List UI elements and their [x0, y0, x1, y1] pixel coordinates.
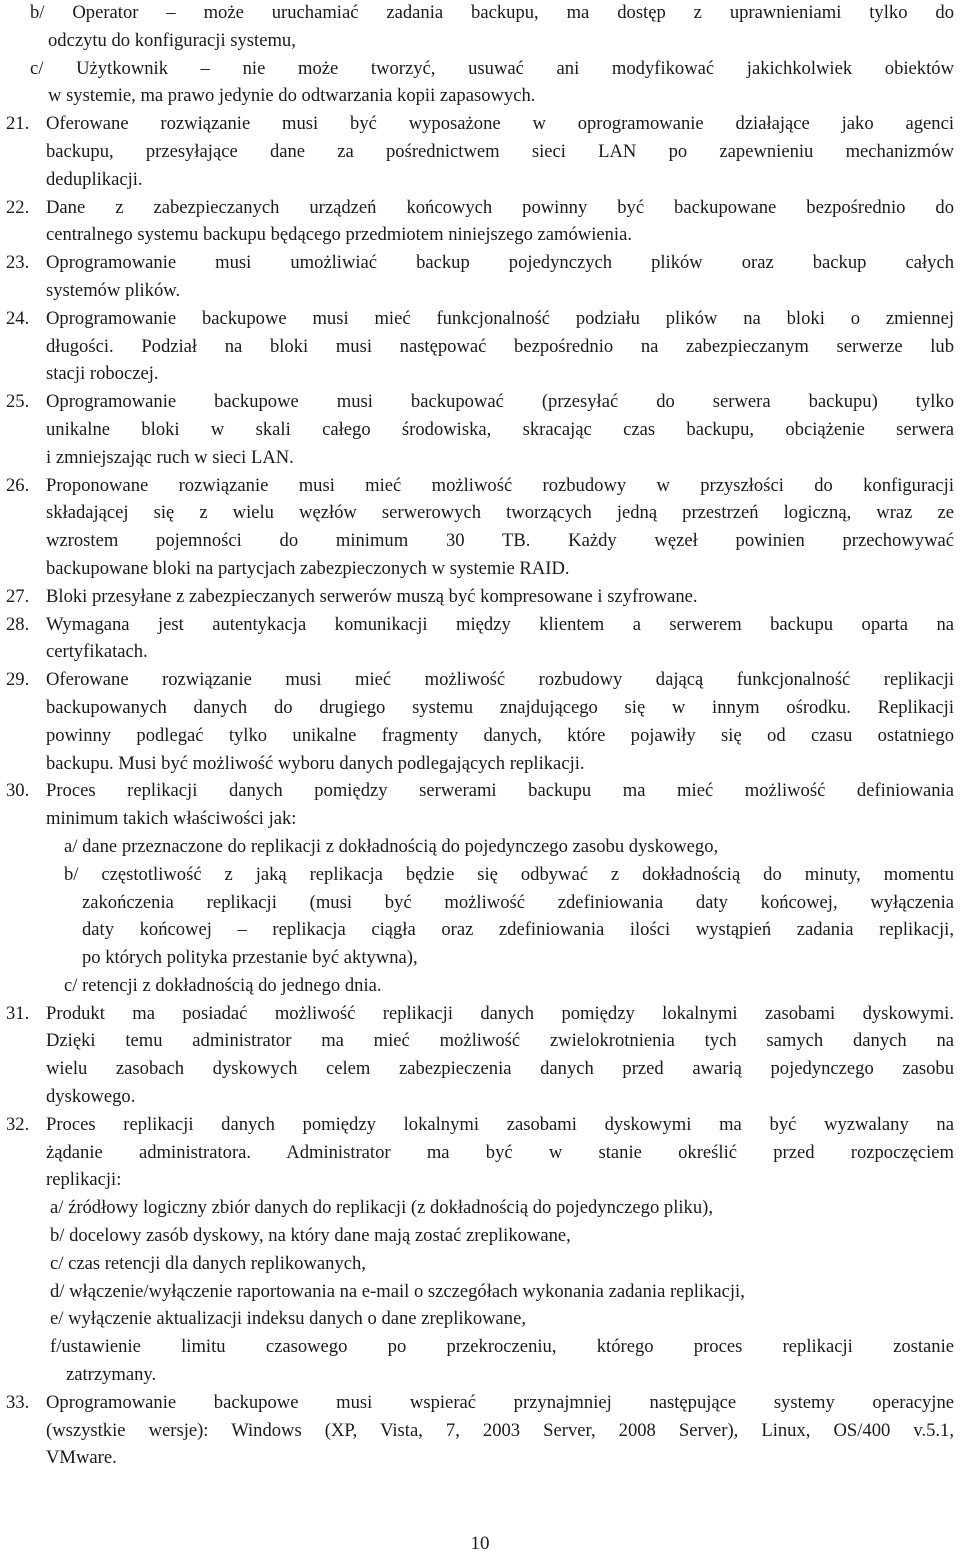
text-line: b/ Operator – może uruchamiać zadania backupu, ma dostęp z uprawnieniami tylko do	[30, 2, 954, 23]
numbered-item	[6, 611, 958, 667]
text-line: systemów plików.	[46, 279, 181, 301]
sub-item	[6, 833, 958, 861]
text-line: certyfikatach.	[46, 641, 148, 663]
sub-item	[6, 972, 958, 1000]
document-body	[6, 0, 958, 1472]
text-line: c/ Użytkownik – nie może tworzyć, usuwać ani modyfikować jakichkolwiek obiektów	[30, 57, 954, 79]
text-line: deduplikacji.	[46, 168, 143, 190]
sub-item	[6, 1278, 958, 1306]
text-line: zatrzymany.	[66, 1364, 157, 1386]
item-number: 28.	[6, 613, 30, 635]
numbered-item	[6, 1111, 958, 1194]
numbered-item	[6, 249, 958, 305]
item-number: 32.	[6, 1113, 30, 1135]
item-number: 24.	[6, 307, 30, 329]
sub-item	[6, 1250, 958, 1278]
numbered-item	[6, 388, 958, 471]
item-number: 21.	[6, 113, 30, 135]
text-line: Dane z zabezpieczanych urządzeń końcowych powinny być backupowane bezpośrednio do	[46, 196, 954, 218]
text-line: (wszystkie wersje): Windows (XP, Vista, 7, 2003 Server, 2008 Server), Linux, OS/400 v.5.1,	[46, 1419, 954, 1441]
numbered-item	[6, 194, 958, 250]
text-line: w systemie, ma prawo jedynie do odtwarzania kopii zapasowych.	[48, 85, 536, 107]
text-line: Dzięki temu administrator ma mieć możliwość zwielokrotnienia tych samych danych na	[46, 1030, 954, 1052]
text-line: składającej się z wielu węzłów serwerowych tworzących jedną przestrzeń logiczną, wraz ze	[46, 502, 954, 524]
text-line: minimum takich właściwości jak:	[46, 808, 297, 830]
text-line: żądanie administratora. Administrator ma być w stanie określić przed rozpoczęciem	[46, 1141, 954, 1163]
intro-paragraph	[6, 55, 958, 111]
item-number: 23.	[6, 252, 30, 274]
text-line: Oprogramowanie backupowe musi mieć funkcjonalność podziału plików na bloki o zmiennej	[46, 307, 954, 329]
text-line: zakończenia replikacji (musi być możliwość zdefiniowania daty końcowej, wyłączenia	[82, 891, 954, 913]
text-line: backupowanych danych do drugiego systemu znajdującego się w innym ośrodku. Replikacji	[46, 696, 954, 718]
sub-item	[6, 1305, 958, 1333]
text-line: Produkt ma posiadać możliwość replikacji danych pomiędzy lokalnymi zasobami dyskowymi.	[46, 1002, 954, 1024]
item-number: 27.	[6, 585, 30, 607]
text-line: Oprogramowanie backupowe musi backupować (przesyłać do serwera backupu) tylko	[46, 391, 954, 413]
text-line: backupowane bloki na partycjach zabezpieczonych w systemie RAID.	[46, 557, 570, 579]
numbered-item	[6, 305, 958, 388]
text-line: backupu, przesyłające dane za pośrednictwem sieci LAN po zapewnieniu mechanizmów	[46, 140, 954, 162]
text-line: Bloki przesyłane z zabezpieczanych serwerów muszą być kompresowane i szyfrowane.	[46, 585, 698, 607]
text-line: dyskowego.	[46, 1086, 136, 1108]
item-number: 25.	[6, 391, 30, 413]
text-line: Oferowane rozwiązanie musi mieć możliwość rozbudowy dającą funkcjonalność replikacji	[46, 669, 954, 691]
numbered-item	[6, 110, 958, 193]
text-line: VMware.	[46, 1447, 117, 1469]
page-number: 10	[470, 1533, 490, 1554]
text-line: Wymagana jest autentykacja komunikacji między klientem a serwerem backupu oparta na	[46, 613, 954, 635]
sub-item	[6, 1333, 958, 1389]
text-line: po których polityka przestanie być aktywna),	[82, 947, 418, 969]
text-line: replikacji:	[46, 1169, 122, 1191]
item-number: 30.	[6, 780, 30, 802]
numbered-item	[6, 1389, 958, 1472]
numbered-item	[6, 1000, 958, 1111]
item-number: 29.	[6, 669, 30, 691]
intro-paragraph	[6, 0, 958, 55]
text-line: długości. Podział na bloki musi następować bezpośrednio na zabezpieczanym serwerze lub	[46, 335, 954, 357]
sub-item	[6, 1194, 958, 1222]
item-number: 22.	[6, 196, 30, 218]
text-line: d/ włączenie/wyłączenie raportowania na e-mail o szczegółach wykonania zadania replikacji,	[50, 1280, 745, 1302]
text-line: a/ źródłowy logiczny zbiór danych do replikacji (z dokładnością do pojedynczego pliku),	[50, 1197, 713, 1219]
numbered-item	[6, 472, 958, 583]
text-line: stacji roboczej.	[46, 363, 159, 385]
text-line: i zmniejszając ruch w sieci LAN.	[46, 446, 294, 468]
text-line: a/ dane przeznaczone do replikacji z dokładnością do pojedynczego zasobu dyskowego,	[64, 835, 719, 857]
numbered-item	[6, 666, 958, 777]
numbered-item	[6, 583, 958, 611]
text-line: c/ retencji z dokładnością do jednego dnia.	[64, 974, 382, 996]
text-line: b/ częstotliwość z jaką replikacja będzie się odbywać z dokładnością do minuty, momentu	[64, 863, 954, 885]
text-line: powinny podlegać tylko unikalne fragmenty danych, które pojawiły się od czasu ostatniego	[46, 724, 954, 746]
text-line: b/ docelowy zasób dyskowy, na który dane mają zostać zreplikowane,	[50, 1225, 571, 1247]
text-line: Oprogramowanie musi umożliwiać backup pojedynczych plików oraz backup całych	[46, 252, 954, 274]
text-line: Oprogramowanie backupowe musi wspierać przynajmniej następujące systemy operacyjne	[46, 1391, 954, 1413]
item-number: 26.	[6, 474, 30, 496]
text-line: e/ wyłączenie aktualizacji indeksu danych o dane zreplikowane,	[50, 1308, 526, 1330]
text-line: Proces replikacji danych pomiędzy serwerami backupu ma mieć możliwość definiowania	[46, 780, 954, 802]
numbered-item	[6, 777, 958, 833]
sub-item	[6, 1222, 958, 1250]
text-line: Proces replikacji danych pomiędzy lokalnymi zasobami dyskowymi ma być wyzwalany na	[46, 1113, 954, 1135]
item-number: 33.	[6, 1391, 30, 1413]
text-line: backupu. Musi być możliwość wyboru danych podlegających replikacji.	[46, 752, 585, 774]
text-line: daty końcowej – replikacja ciągła oraz zdefiniowania ilości wystąpień zadania replikacji,	[82, 919, 954, 941]
text-line: c/ czas retencji dla danych replikowanych,	[50, 1252, 366, 1274]
text-line: wielu zasobach dyskowych celem zabezpieczenia danych przed awarią pojedynczego zasobu	[46, 1058, 954, 1080]
text-line: Proponowane rozwiązanie musi mieć możliwość rozbudowy w przyszłości do konfiguracji	[46, 474, 954, 496]
text-line: odczytu do konfiguracji systemu,	[48, 29, 296, 51]
text-line: Oferowane rozwiązanie musi być wyposażone w oprogramowanie działające jako agenci	[46, 113, 954, 135]
text-line: wzrostem pojemności do minimum 30 TB. Każdy węzeł powinien przechowywać	[46, 530, 954, 552]
text-line: unikalne bloki w skali całego środowiska, skracając czas backupu, obciążenie serwera	[46, 418, 954, 440]
sub-item	[6, 861, 958, 972]
text-line: f/ustawienie limitu czasowego po przekroczeniu, którego proces replikacji zostanie	[50, 1336, 954, 1358]
text-line: centralnego systemu backupu będącego przedmiotem niniejszego zamówienia.	[46, 224, 633, 246]
item-number: 31.	[6, 1002, 30, 1024]
